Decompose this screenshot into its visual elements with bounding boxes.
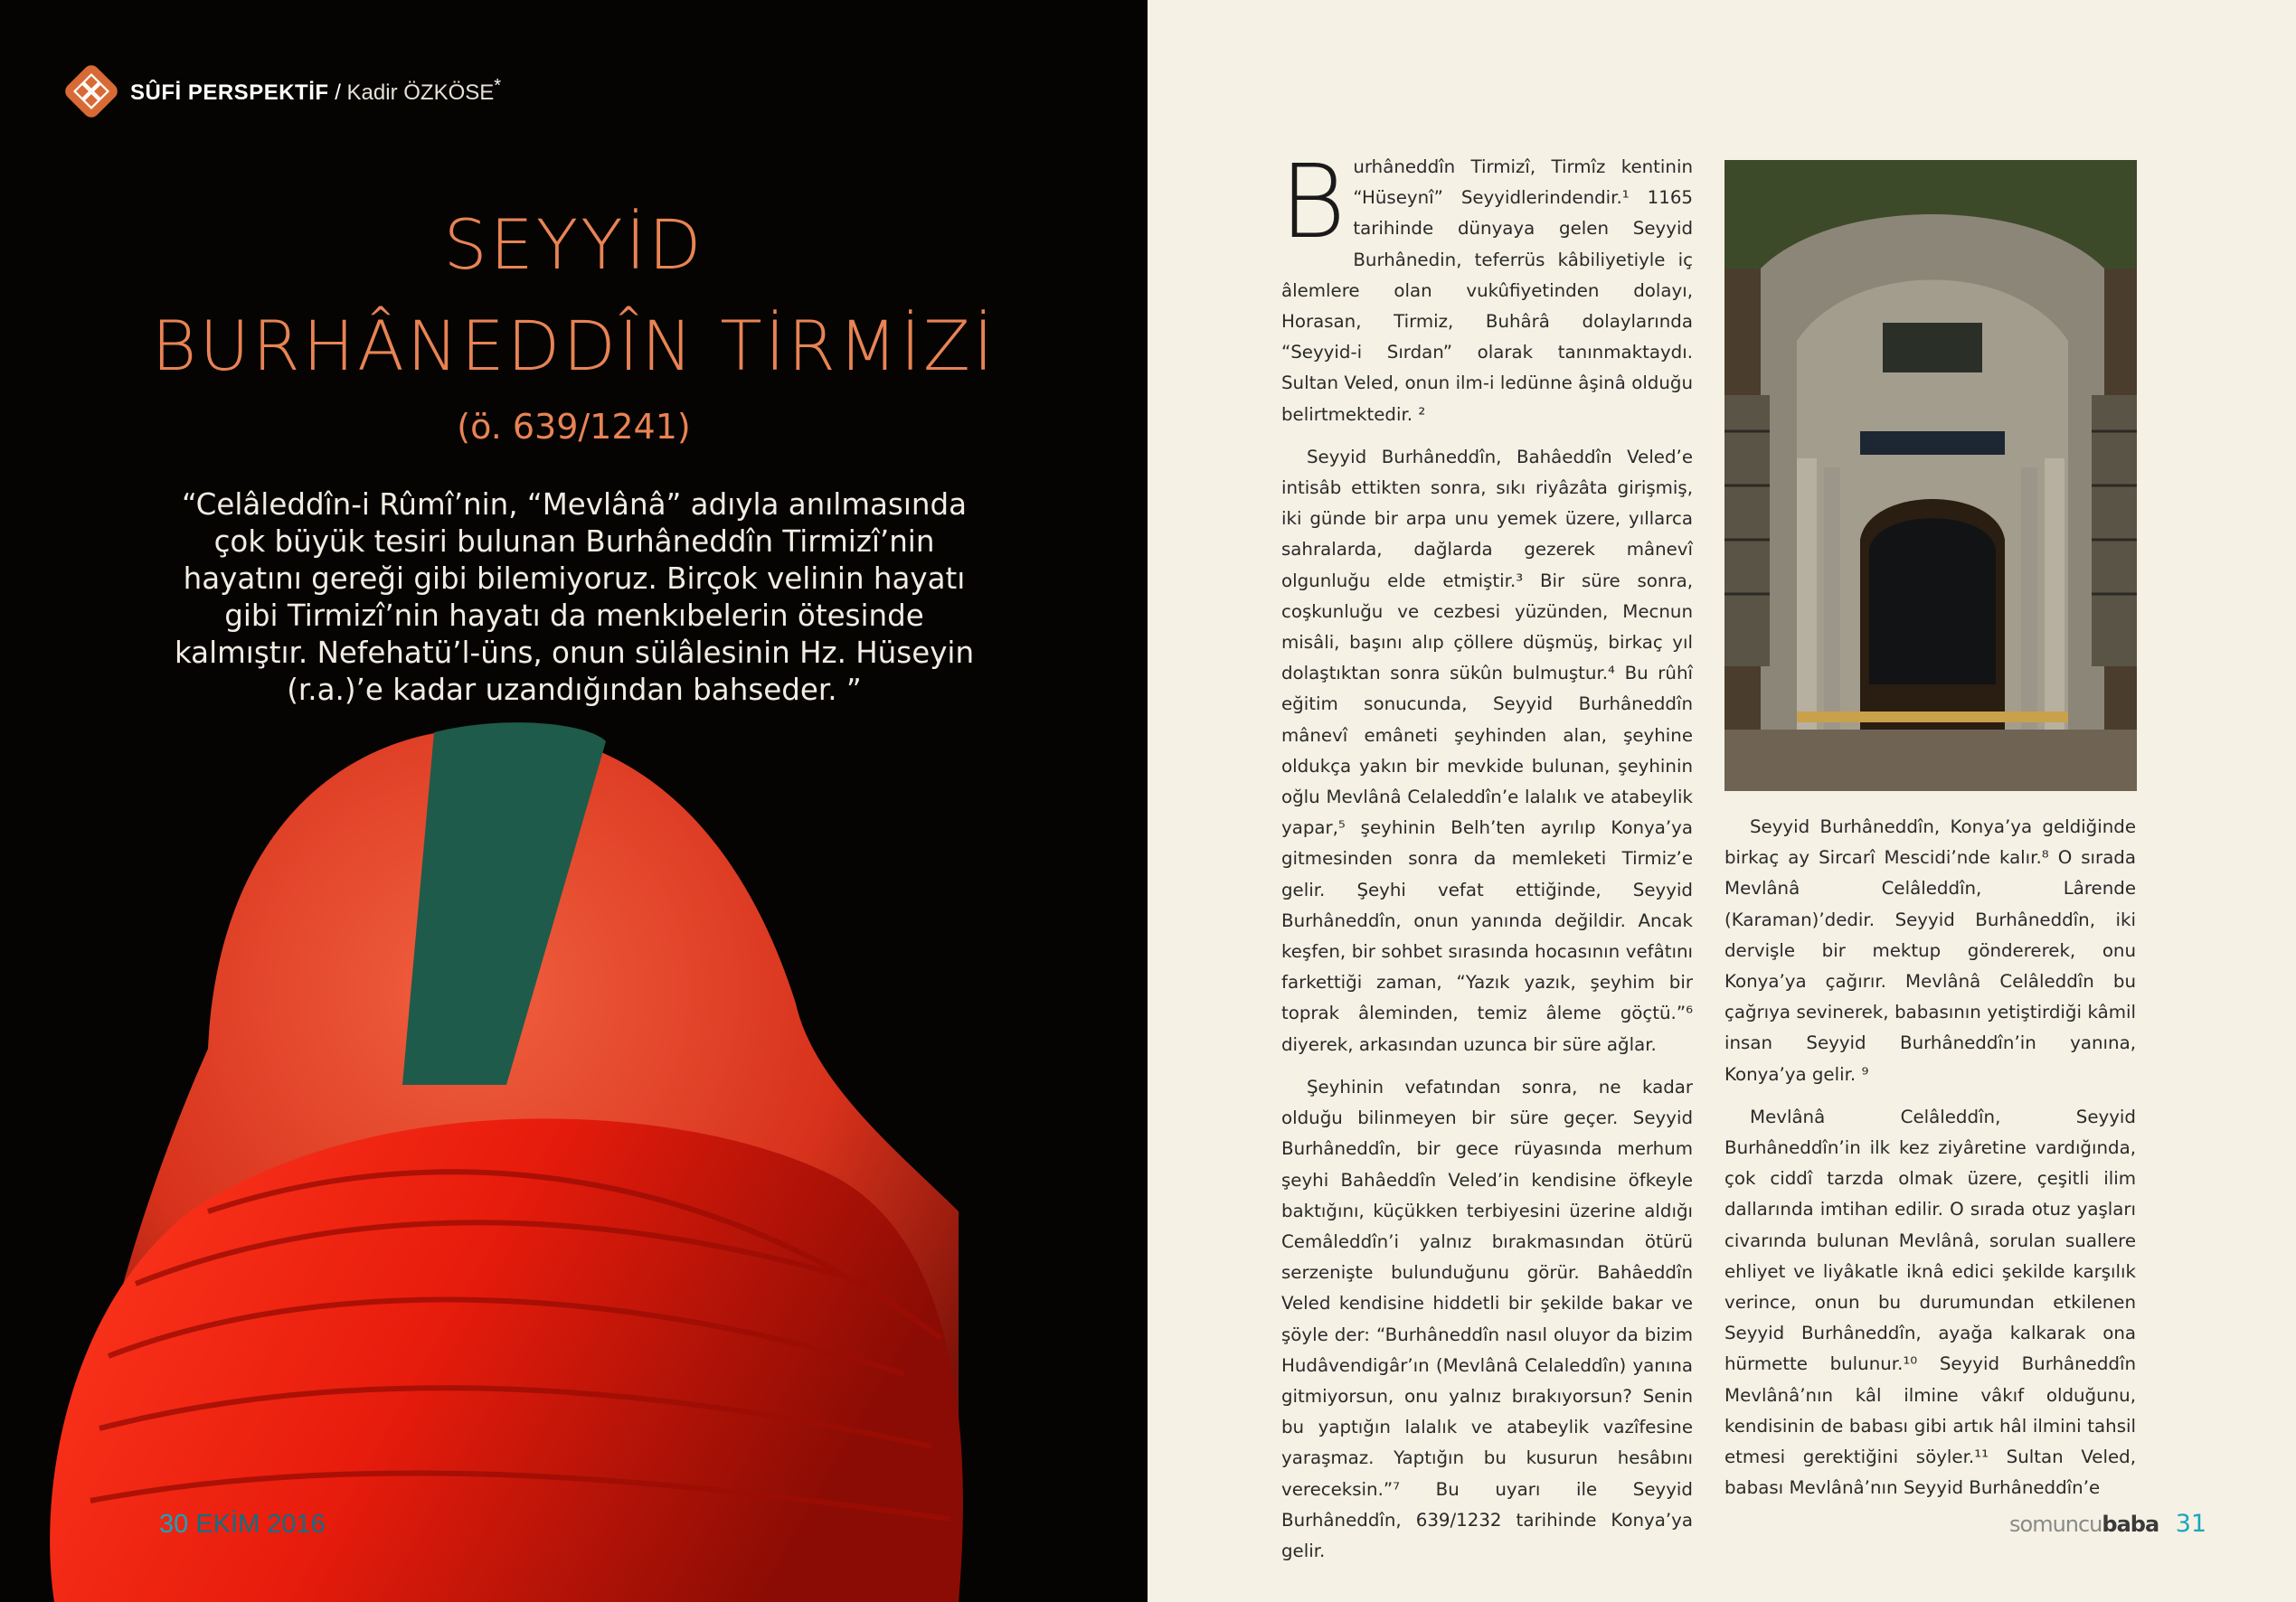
magazine-name (2009, 1512, 2159, 1537)
tomb-entrance-photo (1724, 160, 2137, 791)
author-mark: * (494, 76, 502, 96)
page-number-left: 30 (159, 1510, 189, 1539)
paragraph: Seyyid Burhâneddîn, Konya’ya geldiğinde birkaç ay Sircarî Mescidi’nde kalır.⁸ O sırada Mevlânâ Celâleddîn, Lârende (Karaman)’dedir. Seyyid Burhâneddîn, iki dervişle bir mektup göndererek, onu Konya’ya çağırır. Mevlânâ Celâleddîn bu çağrıya sevinerek, babasının yetiştirdiği kâmil insan Seyyid Burhâneddîn’in yanına, Konya’ya gelir. ⁹ (1724, 816, 2136, 1085)
page-folio-right (2009, 1510, 2206, 1538)
pull-quote: “Celâleddîn-i Rûmî’nin, “Mevlânâ” adıyla anılmasında çok büyük tesiri bulunan Burhâneddîn Tirmizî’nin hayatını gereği gibi bilemiyoruz. Birçok velinin hayatı gibi Tirmizî’nin hayatı da menkıbelerin ötesinde kalmıştır. Nefehatü’l-üns, onun sülâlesinin Hz. Hüseyin (r.a.)’e kadar uzandığından bahseder. ” (174, 487, 975, 707)
drop-cap: B (1280, 144, 1346, 261)
section-separator: / (335, 80, 341, 105)
section-name: SÛFİ PERSPEKTİF (130, 80, 329, 105)
sufi-turban-illustration (0, 705, 1148, 1602)
magazine-name-light: somuncu (2009, 1512, 2102, 1537)
title-dates: (ö. 639/1241) (457, 407, 691, 447)
page-folio-left (159, 1510, 326, 1540)
paragraph-text: urhâneddîn Tirmizî, Tirmîz kentinin “Hüseynî” Seyyidlerindendir.¹ 1165 tarihinde dünyaya gelen Seyyid Burhânedin, teferrüs kâbiliyetiyle iç âlemlere olan vukûfiyetinden dolayı, Horasan, Tirmiz, Buhârâ dolaylarında “Seyyid-i Sırdan” olarak tanınmaktaydı. Sultan Veled, onun ilm-i ledünne âşinâ olduğu belirtmektedir. ² (1281, 156, 1693, 425)
author-name: Kadir ÖZKÖSE (346, 80, 495, 105)
title-line-2: BURHÂNEDDÎN TİRMİZİ (151, 306, 997, 386)
paragraph: Şeyhinin vefatından sonra, ne kadar olduğu bilinmeyen bir süre geçer. Seyyid Burhâneddîn, bir gece rüyasında merhum şeyhi Bahâeddîn Veled’in kendisine öfkeyle baktığını, küçükken terbiyesini üzerine aldığı Cemâleddîn’i yalnız bırakmasından ötürü serzenişte bulunduğunu görür. Bahâeddîn Veled kendisine hiddetli bir şekilde bakar ve şöyle der: “Burhâneddîn nasıl oluyor da bizim Hudâvendigâr’ın (Mevlânâ Celaleddîn) yanına gitmiyorsun, onu yalnız bırakıyorsun? Senin bu yaptığın lalalık ve atabeylik vazîfesine yaraşmaz. Yaptığın bu kusurun hesâbını vereceksin.”⁷ Bu uyarı ile Seyyid Burhâneddîn, 639/1232 tarihinde Konya’ya gelir. (1281, 1076, 1693, 1561)
paragraph: Seyyid Burhâneddîn, Bahâeddîn Veled’e intisâb ettikten sonra, sıkı riyâzâta girişmiş, iki günde bir arpa unu yemek üzere, yıllarca sahralarda, dağlarda gezerek mânevî olgunluğu elde etmiştir.³ Bir süre sonra, coşkunluğu ve cezbesi yüzünden, Mecnun misâli, başını alıp çöllere düşmüş, birkaç yıl dolaştıktan sonra sükûn bulmuştur.⁴ Bu rûhî eğitim sonucunda, Seyyid Burhâneddîn mânevî emâneti şeyhinden alan, şeyhine oldukça yakın bir mevkide bulunan, şeyhinin oğlu Mevlânâ Celaleddîn’e lalalık ve atabeylik yapar,⁵ şeyhinin Belh’ten ayrılıp Konya’ya gitmesinden sonra da memleketi Tirmiz’e gelir. Şeyhi vefat ettiğinde, Seyyid Burhâneddîn, onun yanında değildir. Ancak keşfen, bir sohbet sırasında hocasının vefâtını farkettiği zaman, “Yazık yazık, şeyhim bir toprak âleminden, temiz âleme göçtü.”⁶ diyerek, arkasından uzunca bir süre ağlar. (1281, 446, 1693, 1055)
article-column-2 (1724, 812, 2136, 1515)
section-header (130, 76, 501, 106)
paragraph: Mevlânâ Celâleddîn, Seyyid Burhâneddîn’in ilk kez ziyâretine vardığında, çok ciddî tarzda olmak üzere, çeşitli ilim dallarında imtihan edilir. O sırada otuz yaşları civarında bulunan Mevlânâ, sorulan suallere ehliyet ve liyâkatle iknâ edici şekilde karşılık verince, onun bu durumundan etkilenen Seyyid Burhâneddîn, ayağa kalkarak ona hürmette bulunur.¹⁰ Seyyid Burhâneddîn Mevlânâ’nın kâl ilmine vâkıf olduğunu, kendisinin de babası gibi artık hâl ilmini tahsil etmesi gerektiğini söyler.¹¹ Sultan Veled, babası Mevlânâ’nın Seyyid Burhâneddîn’e (1724, 1106, 2136, 1499)
section-logo-icon (61, 61, 121, 121)
paragraph (1280, 144, 1693, 430)
page-number-right: 31 (2175, 1510, 2207, 1538)
article-column-1 (1280, 144, 1693, 1578)
issue-date: EKİM 2016 (195, 1510, 326, 1539)
magazine-name-bold: baba (2102, 1512, 2159, 1537)
title-line-1: SEYYİD (443, 204, 704, 285)
